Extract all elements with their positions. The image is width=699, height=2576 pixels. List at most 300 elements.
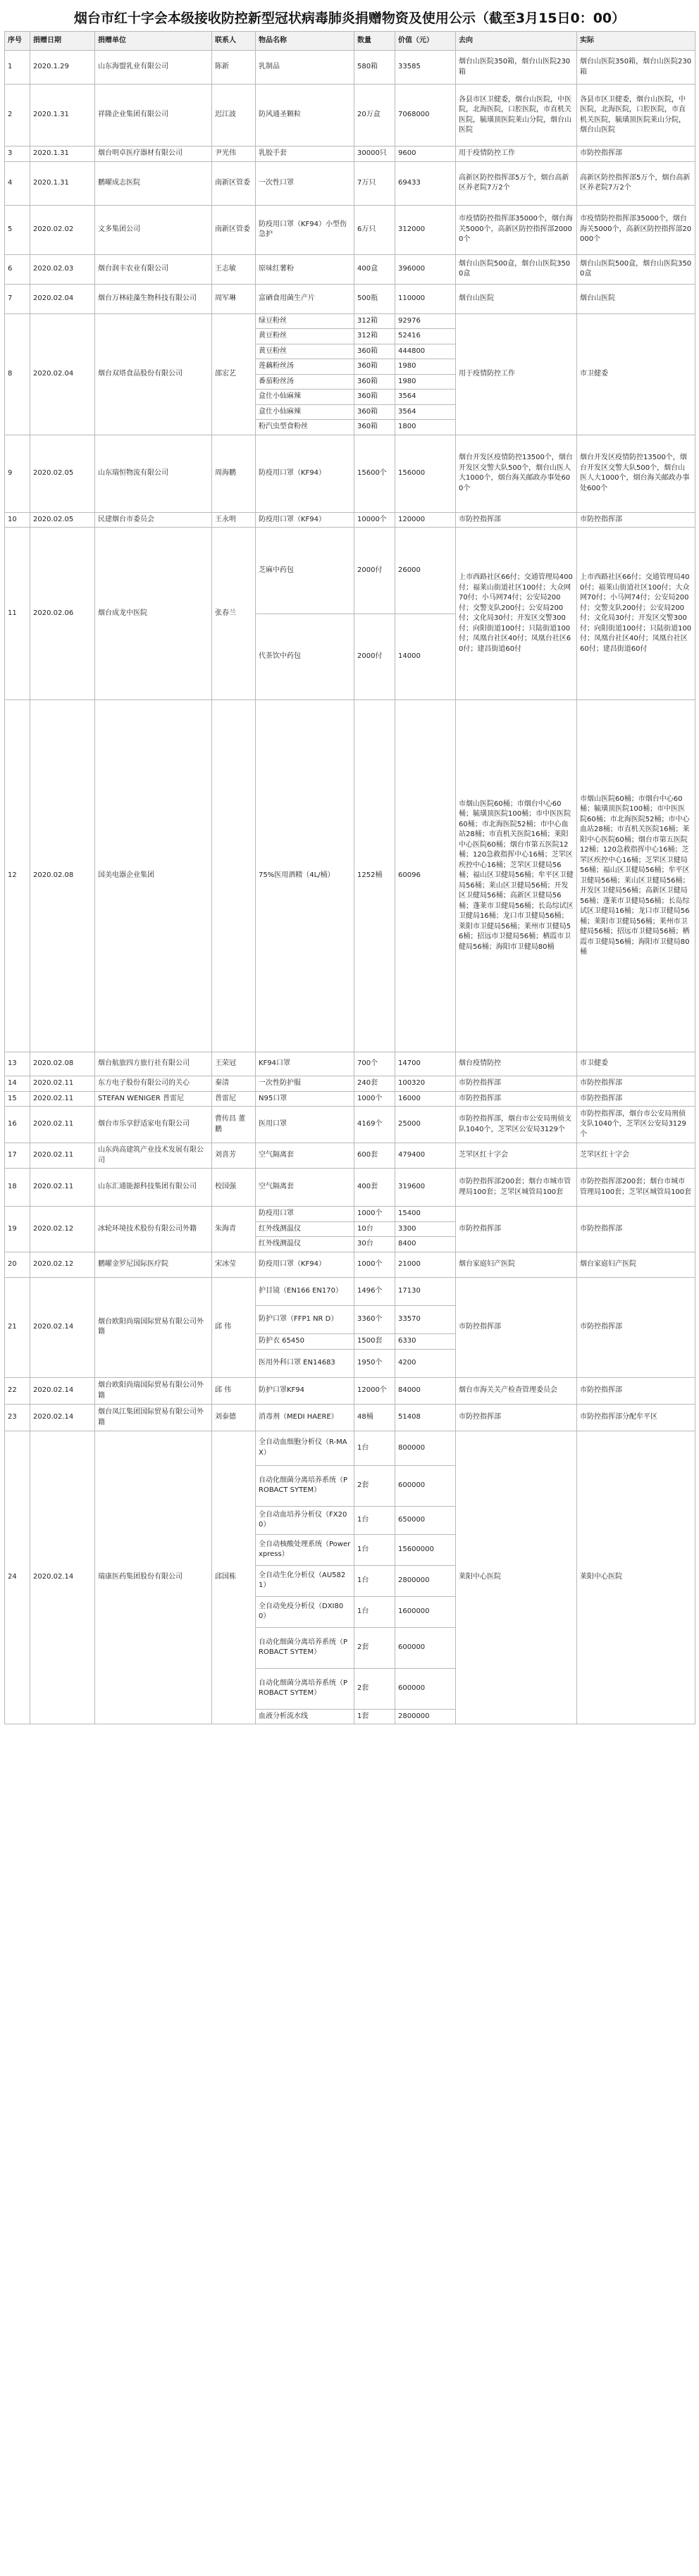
item-subrow [256,1627,354,1668]
item-name: 番茄粉丝汤 [256,374,354,390]
item-name: 护目镜（EN166 EN170） [256,1278,354,1306]
item-subrow [354,344,395,359]
cell-date: 2020.02.12 [30,1207,95,1252]
cell-contact: 邱 伟 [212,1378,256,1405]
item-value: 26000 [395,528,455,614]
cell-donor: 山东瑞恒物流有限公司 [95,435,212,512]
item-value: 1980 [395,374,455,390]
cell-value: 14700 [395,1052,456,1076]
cell-destination: 市防控指挥部 [456,1207,577,1252]
item-value: 6330 [395,1334,455,1350]
cell-date: 2020.02.11 [30,1076,95,1092]
cell-date: 2020.02.04 [30,284,95,313]
item-subrow [354,1709,395,1724]
cell-destination: 烟台市海关关产检查管理委员会 [456,1378,577,1405]
item-quantity: 1套 [357,1712,369,1720]
cell-donor: 烟台欧阳尚瑞国际贸易有限公司外籍 [95,1277,212,1378]
cell-donor: 烟台航旅四方旅行社有限公司 [95,1052,212,1076]
cell-date: 2020.1.29 [30,51,95,85]
cell-date: 2020.1.31 [30,161,95,205]
cell-contact: 刘喜芳 [212,1143,256,1169]
item-value: 1980 [395,359,455,375]
item-value: 14000 [398,652,421,660]
cell-quantity: 1000个 [354,1091,395,1107]
item-name: 代茶饮中药包 [259,652,301,660]
cell-donor: 山东海盟乳业有限公司 [95,51,212,85]
item-subtable [395,1278,455,1378]
cell-no: 14 [5,1076,30,1092]
cell-no: 1 [5,51,30,85]
cell-value: 479400 [395,1143,456,1169]
table-row [5,435,695,512]
cell-quantity: 400盒 [354,254,395,284]
cell-date: 2020.02.02 [30,205,95,254]
table-row [5,313,695,435]
item-value: 600000 [395,1465,455,1506]
cell-quantity: 240套 [354,1076,395,1092]
item-name: 全自动生化分析仪（AU5821） [256,1565,354,1596]
cell-destination: 烟台山医院500盒，烟台山医院3500盒 [456,254,577,284]
item-name: 自动化细菌分离培养系统（PROBACT SYTEM） [256,1465,354,1506]
cell-actual: 市防控指挥部 [577,512,695,528]
cell-item-name: 防疫用口罩（KF94） [256,1252,354,1277]
table-row [5,528,695,700]
cell-contact: 王荣冠 [212,1052,256,1076]
item-quantity: 1台 [354,1431,395,1465]
table-row [5,512,695,528]
item-subrow [395,404,455,420]
item-subrow [354,314,395,329]
cell-contact: 邱 伟 [212,1277,256,1378]
cell-quantity: 400套 [354,1169,395,1207]
table-row [5,1277,695,1378]
cell-contact: 校国强 [212,1169,256,1207]
item-subtable [354,1207,395,1252]
cell-quantity-group [354,528,395,700]
cell-destination: 烟台山医院 [456,284,577,313]
item-subrow [256,1709,354,1724]
cell-value: 25000 [395,1107,456,1143]
item-quantity: 2套 [354,1465,395,1506]
cell-no: 15 [5,1091,30,1107]
cell-contact: 秦清 [212,1076,256,1092]
cell-destination: 高新区防控指挥部5万个，烟台高新区养老院7万2个 [456,161,577,205]
item-subrow [395,329,455,344]
cell-date: 2020.02.05 [30,512,95,528]
cell-value: 9600 [395,147,456,162]
cell-date: 2020.02.11 [30,1107,95,1143]
item-subrow [354,404,395,420]
item-subrow [354,614,395,699]
cell-quantity: 6万只 [354,205,395,254]
cell-contact: 南新区管委 [212,205,256,254]
cell-no: 16 [5,1107,30,1143]
cell-actual: 烟台山医院500盒，烟台山医院3500盒 [577,254,695,284]
cell-item-name: 一次性口罩 [256,161,354,205]
item-name: 自动化细菌分离培养系统（PROBACT SYTEM） [256,1627,354,1668]
cell-item-name: 富硒食用菌生产片 [256,284,354,313]
cell-quantity-group [354,1431,395,1724]
item-subtable [395,314,455,435]
item-subtable [256,1431,354,1724]
cell-item-name: N95口罩 [256,1091,354,1107]
cell-destination: 各县市区卫健委，烟台山医院，中医院，北海医院，口腔医院，市直机关医院，毓璜顶医院莱山分院，烟台山医院 [456,85,577,147]
cell-date: 2020.02.14 [30,1378,95,1405]
table-row [5,147,695,162]
item-subtable [256,528,354,699]
cell-value: 312000 [395,205,456,254]
cell-actual: 莱阳中心医院 [577,1431,695,1724]
cell-date: 2020.02.08 [30,1052,95,1076]
item-subrow [256,420,354,435]
item-subrow [395,1465,455,1506]
table-row [5,161,695,205]
cell-contact [212,700,256,1052]
item-subrow [354,1534,395,1565]
cell-donor: 烟台凤江集团国际贸易有限公司外籍 [95,1405,212,1431]
cell-destination: 用于疫情防控工作 [456,313,577,435]
item-subrow [256,1506,354,1534]
item-subrow [395,420,455,435]
item-name: 红外线测温仪 [256,1221,354,1237]
item-subrow [395,344,455,359]
cell-actual: 市防控指挥部 [577,1091,695,1107]
item-quantity: 360箱 [354,374,395,390]
cell-value: 156000 [395,435,456,512]
item-subtable [354,314,395,435]
cell-value: 60096 [395,700,456,1052]
cell-destination: 烟台家庭妇产医院 [456,1252,577,1277]
cell-quantity: 48桶 [354,1405,395,1431]
item-quantity: 2套 [354,1668,395,1709]
cell-item-name: 消毒剂（MEDI HAERE） [256,1405,354,1431]
donation-table [4,31,695,1724]
cell-item-name-group [256,528,354,700]
header-value: 价值（元） [395,32,456,51]
cell-quantity: 500瓶 [354,284,395,313]
cell-value: 396000 [395,254,456,284]
cell-date: 2020.02.11 [30,1143,95,1169]
cell-quantity: 4169个 [354,1107,395,1143]
cell-value: 33585 [395,51,456,85]
item-subrow [256,1465,354,1506]
cell-destination: 市防控指挥部 [456,1277,577,1378]
cell-donor: 烟台欧阳尚瑞国际贸易有限公司外籍 [95,1378,212,1405]
cell-donor: 民建烟台市委员会 [95,512,212,528]
item-quantity: 30台 [357,1240,373,1247]
item-subrow [354,374,395,390]
cell-no: 8 [5,313,30,435]
item-name: 红外线测温仪 [259,1240,301,1247]
cell-destination: 市烟山医院60桶；市烟台中心60桶；毓璜顶医院100桶；市中医医院60桶；市北海医院52桶；市中心血站28桶；市直机关医院16桶；莱阳中心医院60桶；烟台市第五医院12桶；120急救指挥中心16桶；芝罘区疾控中心16桶；芝罘区卫健局56桶；福山区卫健局56桶；牟平区卫健局56桶；莱山区卫健局56桶；开发区卫健局56桶；高新区卫健局56桶；蓬莱市卫健局56桶；长岛综试区卫健局16桶；龙口市卫健局56桶；莱阳市卫健局56桶；莱州市卫健局56桶；招远市卫健局56桶；栖霞市卫健局56桶；海阳市卫健局80桶 [456,700,577,1052]
item-subrow [256,1596,354,1627]
cell-actual: 芝罘区红十字会 [577,1143,695,1169]
item-subrow [354,1627,395,1668]
item-subrow [395,359,455,375]
item-subrow [395,1668,455,1709]
item-subrow [395,1278,455,1306]
cell-actual: 烟台山医院350箱，烟台山医院230箱 [577,51,695,85]
item-subrow [395,1237,455,1252]
item-subtable [395,528,455,699]
cell-actual: 市卫健委 [577,1052,695,1076]
item-subrow [395,1431,455,1465]
item-name: 全自动血培养分析仪（FX200） [256,1506,354,1534]
item-subrow [354,528,395,614]
item-name: 自动化细菌分离培养系统（PROBACT SYTEM） [256,1668,354,1709]
cell-date: 2020.02.06 [30,528,95,700]
item-subrow [395,1534,455,1565]
item-name: 全自动血细胞分析仪（R-MAX） [256,1431,354,1465]
item-subrow [256,1207,354,1221]
item-value: 3564 [395,390,455,405]
item-value: 1800 [398,423,416,430]
cell-date: 2020.02.05 [30,435,95,512]
table-row [5,700,695,1052]
cell-no: 7 [5,284,30,313]
item-subrow [256,314,354,329]
cell-item-name: 防疫用口罩（KF94） [256,512,354,528]
cell-item-name: 乳制品 [256,51,354,85]
cell-actual: 市防控指挥部 [577,1277,695,1378]
cell-contact: 周海鹏 [212,435,256,512]
item-subtable [256,1207,354,1252]
item-quantity: 3360个 [354,1306,395,1334]
cell-actual: 市防控指挥部200套；烟台市城市管理局100套；芝罘区城管局100套 [577,1169,695,1207]
item-subrow [256,344,354,359]
cell-quantity: 7万只 [354,161,395,205]
cell-contact: 宋冰莹 [212,1252,256,1277]
cell-donor: 烟台润丰农业有限公司 [95,254,212,284]
item-subrow [354,1221,395,1237]
item-name: 全自动免疫分析仪（DXI800） [256,1596,354,1627]
cell-date: 2020.1.31 [30,85,95,147]
cell-contact: 周军琳 [212,284,256,313]
cell-contact: 南新区管委 [212,161,256,205]
item-quantity: 2套 [354,1627,395,1668]
cell-no: 23 [5,1405,30,1431]
item-subrow [256,1534,354,1565]
item-subtable [256,1278,354,1378]
cell-item-name: 一次性防护服 [256,1076,354,1092]
item-value: 600000 [395,1627,455,1668]
item-name: 莲藕粉丝汤 [256,359,354,375]
cell-actual: 烟台开发区疫情防控13500个，烟台开发区交警大队500个，烟台山医人大1000个，烟台海关邮政办事处600个 [577,435,695,512]
cell-quantity: 30000只 [354,147,395,162]
item-quantity: 360箱 [354,344,395,359]
cell-no: 18 [5,1169,30,1207]
cell-donor: 东方电子股份有限公司的关心 [95,1076,212,1092]
cell-no: 4 [5,161,30,205]
cell-value: 51408 [395,1405,456,1431]
cell-contact: 王永明 [212,512,256,528]
item-quantity: 360箱 [357,423,378,430]
cell-value: 120000 [395,512,456,528]
cell-quantity: 1000个 [354,1252,395,1277]
cell-item-name: KF94口罩 [256,1052,354,1076]
cell-value: 100320 [395,1076,456,1092]
item-name: 盒仕小仙麻辣 [256,404,354,420]
cell-date: 2020.02.11 [30,1091,95,1107]
cell-value-group [395,1277,456,1378]
cell-quantity: 10000个 [354,512,395,528]
item-value: 15600000 [395,1534,455,1565]
item-subrow [256,1668,354,1709]
table-row [5,85,695,147]
item-subrow [395,314,455,329]
cell-date: 2020.02.14 [30,1405,95,1431]
cell-actual: 市疫情防控指挥部35000个，烟台海关5000个，高新区防控指挥部20000个 [577,205,695,254]
cell-actual: 市防控指挥部 [577,1378,695,1405]
header-date: 捐赠日期 [30,32,95,51]
cell-quantity-group [354,1277,395,1378]
item-name: 医用外科口罩 EN14683 [259,1359,335,1367]
item-subrow [354,1668,395,1709]
table-row [5,1052,695,1076]
item-subrow [354,1506,395,1534]
cell-quantity: 15600个 [354,435,395,512]
cell-item-name: 医用口罩 [256,1107,354,1143]
item-subrow [354,329,395,344]
item-subrow [256,1565,354,1596]
item-quantity: 360箱 [354,404,395,420]
cell-quantity-group [354,313,395,435]
cell-actual: 市防控指挥部分配牟平区 [577,1405,695,1431]
item-subrow [354,1278,395,1306]
item-subrow [354,1334,395,1350]
header-donor: 捐赠单位 [95,32,212,51]
item-quantity: 312箱 [354,329,395,344]
item-subrow [256,1431,354,1465]
item-name: 盒仕小仙麻辣 [256,390,354,405]
item-subrow [354,359,395,375]
cell-destination: 烟台疫情防控 [456,1052,577,1076]
cell-donor: 烟台成龙中医院 [95,528,212,700]
table-row [5,1252,695,1277]
cell-destination: 市防控指挥部 [456,1405,577,1431]
cell-actual: 高新区防控指挥部5万个，烟台高新区养老院7万2个 [577,161,695,205]
cell-no: 24 [5,1431,30,1724]
table-row [5,1107,695,1143]
cell-value-group [395,1207,456,1252]
header-no: 序号 [5,32,30,51]
item-quantity: 1台 [354,1506,395,1534]
table-row [5,1431,695,1724]
cell-item-name: 防疫用口罩（KF94）小型伤急护 [256,205,354,254]
item-quantity: 1500套 [354,1334,395,1350]
item-subrow [395,1565,455,1596]
cell-quantity: 580箱 [354,51,395,85]
table-row [5,1169,695,1207]
cell-item-name-group [256,1431,354,1724]
cell-item-name: 空气隔离套 [256,1143,354,1169]
cell-donor: 烟台万林硅藻生物科技有限公司 [95,284,212,313]
item-value: 3564 [395,404,455,420]
item-name: 绿豆粉丝 [256,314,354,329]
cell-destination: 市防控指挥部，烟台市公安局刑侦支队1040个，芝罘区公安局3129个 [456,1107,577,1143]
cell-quantity: 700个 [354,1052,395,1076]
cell-no: 9 [5,435,30,512]
item-value: 600000 [395,1668,455,1709]
item-quantity: 1台 [354,1565,395,1596]
item-value: 3300 [395,1221,455,1237]
item-subrow [395,1334,455,1350]
cell-contact: 迟江波 [212,85,256,147]
cell-quantity: 12000个 [354,1378,395,1405]
cell-contact: 邱国栋 [212,1431,256,1724]
item-subrow [256,404,354,420]
item-subrow [354,1349,395,1377]
item-subrow [256,1306,354,1334]
cell-actual: 市烟山医院60桶；市烟台中心60桶；毓璜顶医院100桶；市中医医院60桶；市北海医院52桶；市中心血站28桶；市直机关医院16桶；莱阳中心医院60桶；烟台市第五医院12桶；120急救指挥中心16桶；芝罘区疾控中心16桶；芝罘区卫健局56桶；福山区卫健局56桶；牟平区卫健局56桶；莱山区卫健局56桶；开发区卫健局56桶；高新区卫健局56桶；蓬莱市卫健局56桶；长岛综试区卫健局16桶；龙口市卫健局56桶；莱阳市卫健局56桶；莱州市卫健局56桶；招远市卫健局56桶；栖霞市卫健局56桶；海阳市卫健局80桶 [577,700,695,1052]
item-value: 52416 [395,329,455,344]
cell-item-name: 防风通圣颗粒 [256,85,354,147]
cell-quantity: 600套 [354,1143,395,1169]
item-subrow [354,1306,395,1334]
item-subrow [395,374,455,390]
cell-donor: 冰轮环境技术股份有限公司外籍 [95,1207,212,1252]
table-row [5,1091,695,1107]
item-subrow [354,1237,395,1252]
cell-value: 16000 [395,1091,456,1107]
cell-item-name: 空气隔离套 [256,1169,354,1207]
cell-date: 2020.02.03 [30,254,95,284]
cell-actual: 烟台山医院 [577,284,695,313]
cell-actual: 各县市区卫健委，烟台山医院，中医院，北海医院，口腔医院，市直机关医院，毓璜顶医院莱山分院，烟台山医院 [577,85,695,147]
item-value: 4200 [398,1359,416,1367]
item-value: 1600000 [395,1596,455,1627]
cell-donor: STEFAN WENIGER 普雷尼 [95,1091,212,1107]
cell-item-name-group [256,313,354,435]
item-value: 2800000 [395,1565,455,1596]
cell-actual: 市卫健委 [577,313,695,435]
header-actual: 实际 [577,32,695,51]
cell-contact: 曹传昌 董鹏 [212,1107,256,1143]
item-quantity: 360箱 [354,390,395,405]
cell-donor: 烟台明卓医疗器材有限公司 [95,147,212,162]
cell-contact: 朱海青 [212,1207,256,1252]
cell-no: 21 [5,1277,30,1378]
item-subrow [395,1506,455,1534]
cell-donor: 鹏曜金罗尼国际医疗院 [95,1252,212,1277]
cell-donor: 瑞康医药集团股份有限公司 [95,1431,212,1724]
cell-contact: 普雷尼 [212,1091,256,1107]
cell-contact: 刘泰德 [212,1405,256,1431]
cell-contact: 邵宏艺 [212,313,256,435]
cell-no: 20 [5,1252,30,1277]
item-subrow [395,1709,455,1724]
item-quantity: 10台 [354,1221,395,1237]
item-value: 33570 [395,1306,455,1334]
item-value: 92976 [395,314,455,329]
page-title: 烟台市红十字会本级接收防控新型冠状病毒肺炎捐赠物资及使用公示（截至3月15日0：00） [73,11,626,26]
cell-donor: 文多集团公司 [95,205,212,254]
item-subtable [395,1431,455,1724]
cell-date: 2020.02.14 [30,1277,95,1378]
cell-destination: 市防控指挥部 [456,512,577,528]
cell-no: 11 [5,528,30,700]
item-quantity: 2000付 [357,652,383,660]
item-quantity: 1496个 [354,1278,395,1306]
item-subrow [354,1431,395,1465]
item-quantity: 360箱 [354,359,395,375]
item-value: 17130 [395,1278,455,1306]
item-subrow [256,1278,354,1306]
item-subtable [256,314,354,435]
item-subrow [354,1465,395,1506]
cell-actual: 上市西路社区66付；交通管理局400付；福莱山街道社区100付；大众网70付；小马网74付；公安局200付；交警支队200付；公安局200付；文化局30付；开发区交警300付；向阳街道100付；只陆街道100付；凤凰台社区40付；凤凰台社区60付；建昌街道60付 [577,528,695,700]
table-row [5,1143,695,1169]
